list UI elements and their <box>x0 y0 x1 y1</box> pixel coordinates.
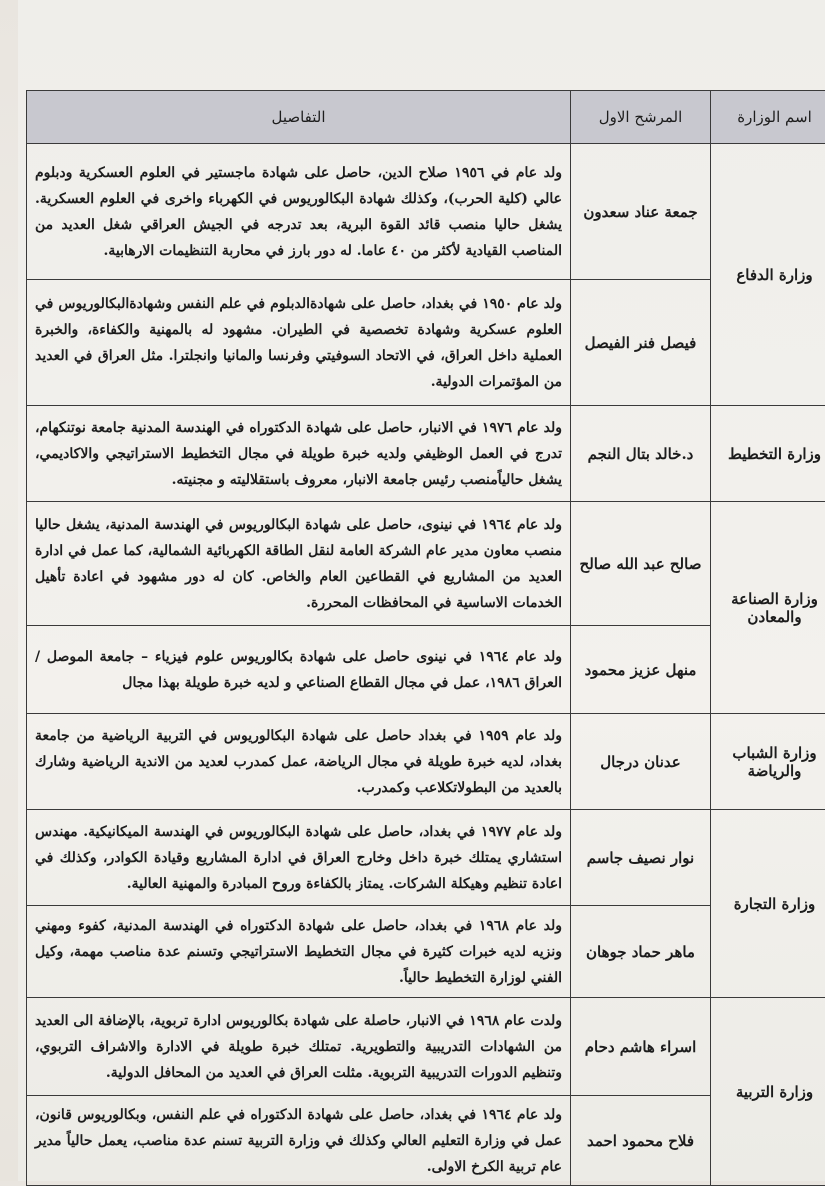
candidate-name: فيصل فنر الفيصل <box>571 280 711 406</box>
header-candidate: المرشح الاول <box>571 91 711 144</box>
table-row <box>27 998 825 1096</box>
ministry-cell: وزارة الشباب والرياضة <box>711 714 825 810</box>
header-row <box>27 91 825 144</box>
candidate-details: ولد عام ١٩٧٧ في بغداد، حاصل على شهادة البكالوريوس في الهندسة الميكانيكية. مهندس استشاري يمتلك خبرة داخل وخارج العراق في ادارة المشاريع وقيادة الكوادر، وكذلك في اعادة تنظيم وهيكلة الشركات. يمتاز بالكفاءة وروح المبادرة والمهنية العالية. <box>27 810 571 906</box>
table-row <box>27 1096 825 1186</box>
candidate-details: ولدت عام ١٩٦٨ في الانبار، حاصلة على شهادة بكالوريوس ادارة تربوية، بالإضافة الى العديد من الشهادات التدريبية والتطويرية. تمتلك خبرة طويلة في الادارة والاشراف التربوي، وتنظيم الدورات التدريبية التربوية. مثلت العراق في العديد من المحافل الدولية. <box>27 998 571 1096</box>
ministry-cell: وزارة الصناعة والمعادن <box>711 502 825 714</box>
table-row <box>27 714 825 810</box>
ministry-cell: وزارة الدفاع <box>711 144 825 406</box>
candidate-name: صالح عبد الله صالح <box>571 502 711 626</box>
ministry-cell: وزارة التجارة <box>711 810 825 998</box>
table-row <box>27 144 825 280</box>
table-row <box>27 502 825 626</box>
candidate-name: عدنان درجال <box>571 714 711 810</box>
candidate-details: ولد عام ١٩٥٩ في بغداد حاصل على شهادة البكالوريوس في التربية الرياضية من جامعة بغداد، لديه خبرة طويلة في مجال الرياضة، عمل كمدرب لعديد من الاندية الرياضية وشارك بالعديد من البطولاتكلاعب وكمدرب. <box>27 714 571 810</box>
candidate-name: فلاح محمود احمد <box>571 1096 711 1186</box>
table-row <box>27 280 825 406</box>
table-row <box>27 906 825 998</box>
candidate-name: جمعة عناد سعدون <box>571 144 711 280</box>
ministry-cell: وزارة التخطيط <box>711 406 825 502</box>
candidate-details: ولد عام ١٩٦٤ في بغداد، حاصل على شهادة الدكتوراه في علم النفس، وبكالوريوس قانون، عمل في وزارة التعليم العالي وكذلك في وزارة التربية تسنم عدة مناصب، يعمل حالياً مدير عام تربية الكرخ الاولى. <box>27 1096 571 1186</box>
candidate-details: ولد عام في ١٩٥٦ صلاح الدين، حاصل على شهادة ماجستير في العلوم العسكرية ودبلوم عالي (كلية الحرب)، وكذلك شهادة البكالوريوس في الكهرباء واخرى في العلوم العسكرية. يشغل حاليا منصب قائد القوة البرية، بعد تدرجه في الجيش العراقي شغل العديد من المناصب القيادية لأكثر من ٤٠ عاما. له دور بارز في محاربة التنظيمات الارهابية. <box>27 144 571 280</box>
candidate-details: ولد عام ١٩٥٠ في بغداد، حاصل على شهادةالدبلوم في علم النفس وشهادةالبكالوريوس في العلوم عسكرية وشهادة تخصصية في الطيران. مشهود له بالمهنية والكفاءة، والخبرة العملية داخل العراق، في الاتحاد السوفيتي وفرنسا والمانيا وانجلترا. مثل العراق في العديد من المؤتمرات الدولية. <box>27 280 571 406</box>
candidate-name: ماهر حماد جوهان <box>571 906 711 998</box>
candidates-table <box>26 90 825 1186</box>
candidate-name: منهل عزيز محمود <box>571 626 711 714</box>
candidate-name: اسراء هاشم دحام <box>571 998 711 1096</box>
candidate-details: ولد عام ١٩٦٤ في نينوى، حاصل على شهادة البكالوريوس في الهندسة المدنية، يشغل حاليا منصب معاون مدير عام الشركة العامة لنقل الطاقة الكهربائية الشمالية، كما عمل في ادارة العديد من المشاريع في القطاعين العام والخاص. كان له دور مشهود في اعادة تأهيل الخدمات الاساسية في المحافظات المحررة. <box>27 502 571 626</box>
header-ministry: اسم الوزارة <box>711 91 825 144</box>
candidate-name: نوار نصيف جاسم <box>571 810 711 906</box>
table-row <box>27 626 825 714</box>
table-row <box>27 810 825 906</box>
ministry-cell: وزارة التربية <box>711 998 825 1186</box>
candidate-details: ولد عام ١٩٧٦ في الانبار، حاصل على شهادة الدكتوراه في الهندسة المدنية جامعة نوتنكهام، تدرج في العمل الوظيفي ولديه خبرة طويلة في مجال التخطيط الاستراتيجي والاكاديمي، يشغل حالياًمنصب رئيس جامعة الانبار، معروف باستقلاليته و مجنيته. <box>27 406 571 502</box>
candidate-details: ولد عام ١٩٦٨ في بغداد، حاصل على شهادة الدكتوراه في الهندسة المدنية، كفوء ومهني ونزيه لديه خبرات كثيرة في مجال التخطيط الاستراتيجي وتسنم عدة مناصب مهمة، وكيل الفني لوزارة التخطيط حالياً. <box>27 906 571 998</box>
candidate-details: ولد عام ١٩٦٤ في نينوى حاصل على شهادة بكالوريوس علوم فيزياء – جامعة الموصل / العراق ١٩٨٦، عمل في مجال القطاع الصناعي و لديه خبرة طويلة بهذا مجال <box>27 626 571 714</box>
table-row <box>27 406 825 502</box>
candidate-name: د.خالد بتال النجم <box>571 406 711 502</box>
header-details: التفاصيل <box>27 91 571 144</box>
